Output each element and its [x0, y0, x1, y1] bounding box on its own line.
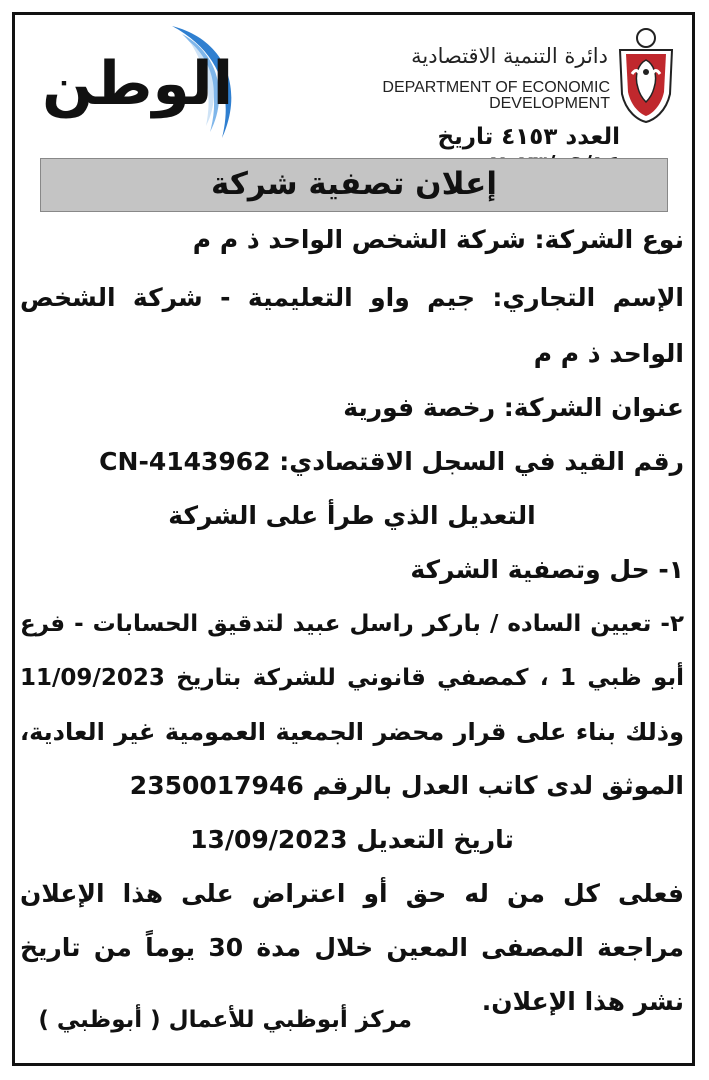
amendment-item-1: ١- حل وتصفية الشركة [410, 555, 684, 584]
trade-name-line-cont: الواحد ذ م م [533, 339, 684, 368]
objection-line-3: نشر هذا الإعلان. [481, 987, 684, 1016]
notice-title: إعلان تصفية شركة [40, 158, 668, 212]
objection-line-1: فعلى كل من له حق أو اعتراض على هذا الإعلان [20, 879, 684, 908]
source-footer: مركز أبوظبي للأعمال ( أبوظبي ) [38, 1007, 412, 1033]
amendment-item-2-cont-1: أبو ظبي 1 ، كمصفي قانوني للشركة بتاريخ 11/09/2023 [20, 665, 684, 691]
newspaper-name: الوطن [42, 49, 234, 119]
amendment-item-2: ٢- تعيين الساده / باركر راسل عبيد لتدقيق الحسابات - فرع [20, 611, 684, 637]
amendment-item-2-cont-3: الموثق لدى كاتب العدل بالرقم 2350017946 [129, 771, 684, 800]
department-name-english: DEPARTMENT OF ECONOMIC DEVELOPMENT [382, 79, 610, 112]
amendment-date-line: تاريخ التعديل 13/09/2023 [190, 825, 514, 854]
amendment-heading: التعديل الذي طرأ على الشركة [168, 501, 536, 530]
amendment-item-2-cont-2: وذلك بناء على قرار محضر الجمعية العمومية غير العادية، [20, 718, 684, 746]
company-address-line: عنوان الشركة: رخصة فورية [343, 393, 684, 422]
company-type-line: نوع الشركة: شركة الشخص الواحد ذ م م [192, 225, 684, 254]
trade-name-line: الإسم التجاري: جيم واو التعليمية - شركة الشخص [20, 283, 684, 312]
newspaper-logo [22, 20, 242, 145]
objection-line-2: مراجعة المصفى المعين خلال مدة 30 يوماً من تاريخ [20, 933, 684, 962]
registration-number-line: رقم القيد في السجل الاقتصادي: CN-4143962 [99, 447, 684, 476]
department-name-arabic: دائرة التنمية الاقتصادية [411, 44, 608, 68]
abu-dhabi-falcon-emblem-icon [614, 24, 678, 124]
issue-number-date: العدد ٤١٥٣ تاريخ [437, 124, 620, 150]
